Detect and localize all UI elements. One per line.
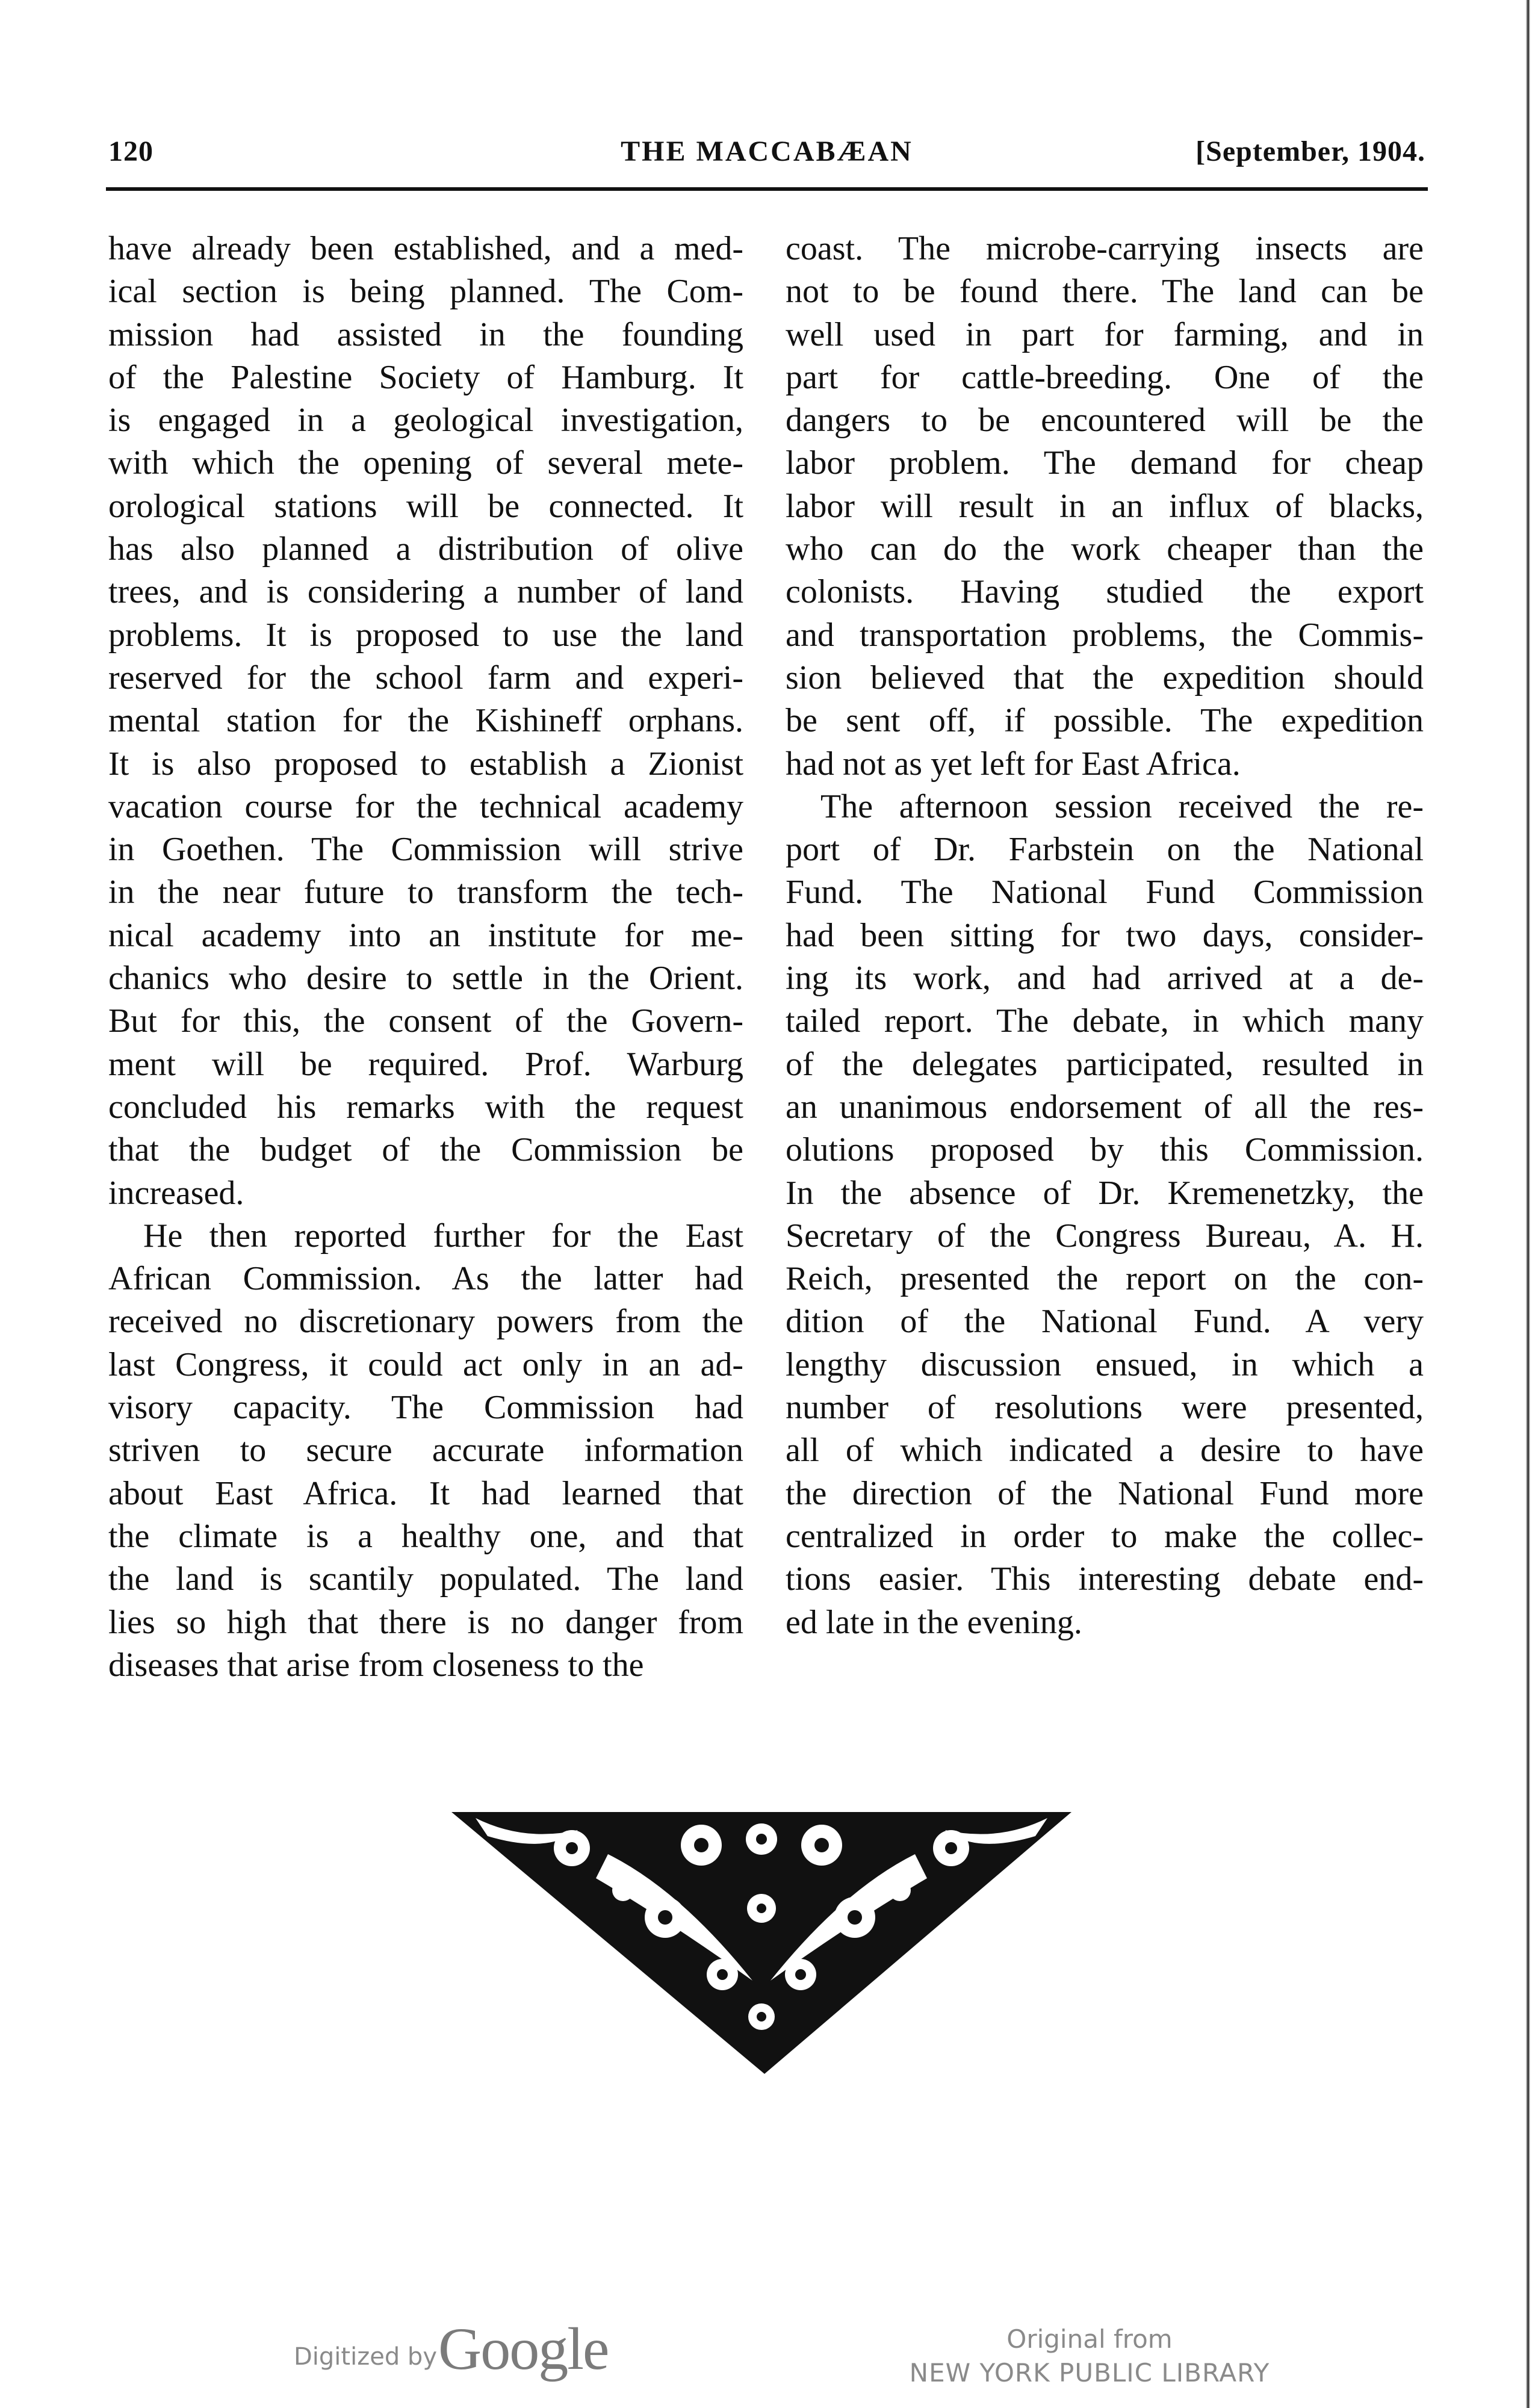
text-line: lengthy discussion ensued, in which a [786, 1345, 1424, 1383]
text-line: be sent off, if possible. The expedition [786, 702, 1424, 740]
google-logo: Google [438, 2315, 609, 2382]
text-line: the direction of the National Fund more [786, 1474, 1424, 1512]
text-line: problems. It is proposed to use the land [108, 616, 743, 654]
text-line: coast. The microbe-carrying insects are [786, 230, 1424, 267]
text-line: Reich, presented the report on the con- [786, 1260, 1424, 1298]
text-line: colonists. Having studied the export [786, 573, 1424, 611]
journal-title: THE MACCABÆAN [621, 135, 913, 167]
text-line: last Congress, it could act only in an ad- [108, 1345, 743, 1383]
text-line: part for cattle-breeding. One of the [786, 358, 1424, 396]
text-line: in Goethen. The Commission will strive [108, 831, 743, 869]
text-line: vacation course for the technical academy [108, 787, 743, 825]
text-line: the land is scantily populated. The land [108, 1560, 743, 1598]
text-line: It is also proposed to establish a Zionist [108, 745, 743, 783]
text-line: labor problem. The demand for cheap [786, 444, 1424, 482]
text-line: lies so high that there is no danger from [108, 1603, 743, 1641]
text-line: nical academy into an institute for me- [108, 916, 743, 954]
text-line: tions easier. This interesting debate end- [786, 1560, 1424, 1598]
text-line: received no discretionary powers from the [108, 1303, 743, 1341]
text-line: all of which indicated a desire to have [786, 1432, 1424, 1469]
text-line: of the delegates participated, resulted in [786, 1045, 1424, 1083]
text-line: tailed report. The debate, in which many [786, 1002, 1424, 1040]
text-line: number of resolutions were presented, [786, 1389, 1424, 1427]
text-line: concluded his remarks with the request [108, 1088, 743, 1126]
text-line: But for this, the consent of the Govern- [108, 1002, 743, 1040]
text-line: had not as yet left for East Africa. [786, 745, 1241, 783]
text-line: an unanimous endorsement of all the res- [786, 1088, 1424, 1126]
text-line: visory capacity. The Commission had [108, 1389, 743, 1427]
floral-tailpiece-icon [451, 1800, 1071, 2077]
text-line: have already been established, and a med- [108, 230, 743, 267]
text-line: The afternoon session received the re- [820, 787, 1424, 825]
text-line: Secretary of the Congress Bureau, A. H. [786, 1217, 1424, 1255]
text-line: who can do the work cheaper than the [786, 530, 1424, 568]
text-line: striven to secure accurate information [108, 1432, 743, 1469]
text-line: ed late in the evening. [786, 1603, 1082, 1641]
text-line: centralized in order to make the collec- [786, 1517, 1424, 1555]
text-line: not to be found there. The land can be [786, 273, 1424, 311]
text-line: of the Palestine Society of Hamburg. It [108, 358, 743, 396]
text-line: that the budget of the Commission be [108, 1131, 743, 1169]
page-number: 120 [108, 135, 153, 167]
text-line: chanics who desire to settle in the Orient. [108, 960, 743, 998]
text-line: ical section is being planned. The Com- [108, 273, 743, 311]
text-line: the climate is a healthy one, and that [108, 1517, 743, 1555]
text-line: trees, and is considering a number of land [108, 573, 743, 611]
text-line: dangers to be encountered will be the [786, 402, 1424, 439]
original-from-label: Original from [1006, 2324, 1173, 2354]
text-line: with which the opening of several mete- [108, 444, 743, 482]
text-line: olutions proposed by this Commission. [786, 1131, 1424, 1169]
issue-date: [September, 1904. [1195, 135, 1425, 167]
right-column [786, 228, 1424, 1644]
scan-edge-shadow [1518, 0, 1538, 2408]
text-line: has also planned a distribution of olive [108, 530, 743, 568]
text-line: and transportation problems, the Commis- [786, 616, 1424, 654]
text-line: mental station for the Kishineff orphans. [108, 702, 743, 740]
text-line: African Commission. As the latter had [108, 1260, 743, 1298]
text-line: reserved for the school farm and experi- [108, 659, 743, 697]
text-line: in the near future to transform the tech- [108, 874, 743, 911]
text-line: ment will be required. Prof. Warburg [108, 1045, 743, 1083]
digitized-by-label: Digitized by [294, 2343, 437, 2371]
text-line: Fund. The National Fund Commission [786, 874, 1424, 911]
source-credit [891, 2323, 1288, 2390]
text-line: orological stations will be connected. It [108, 487, 743, 525]
text-line: had been sitting for two days, consider- [786, 916, 1424, 954]
header-rule [106, 187, 1428, 191]
text-line: In the absence of Dr. Kremenetzky, the [786, 1174, 1424, 1212]
text-line: sion believed that the expedition should [786, 659, 1424, 697]
text-line: well used in part for farming, and in [786, 315, 1424, 353]
text-line: labor will result in an influx of blacks, [786, 487, 1424, 525]
running-header [108, 130, 1425, 172]
text-line: port of Dr. Farbstein on the National [786, 831, 1424, 869]
text-line: dition of the National Fund. A very [786, 1303, 1424, 1341]
text-line: mission had assisted in the founding [108, 315, 743, 353]
left-column [108, 228, 743, 1687]
text-line: He then reported further for the East [143, 1217, 743, 1255]
text-line: diseases that arise from closeness to the [108, 1646, 644, 1684]
text-line: increased. [108, 1174, 244, 1212]
text-line: is engaged in a geological investigation, [108, 402, 743, 439]
text-line: about East Africa. It had learned that [108, 1474, 743, 1512]
library-name: NEW YORK PUBLIC LIBRARY [909, 2358, 1270, 2388]
text-line: ing its work, and had arrived at a de- [786, 960, 1424, 998]
